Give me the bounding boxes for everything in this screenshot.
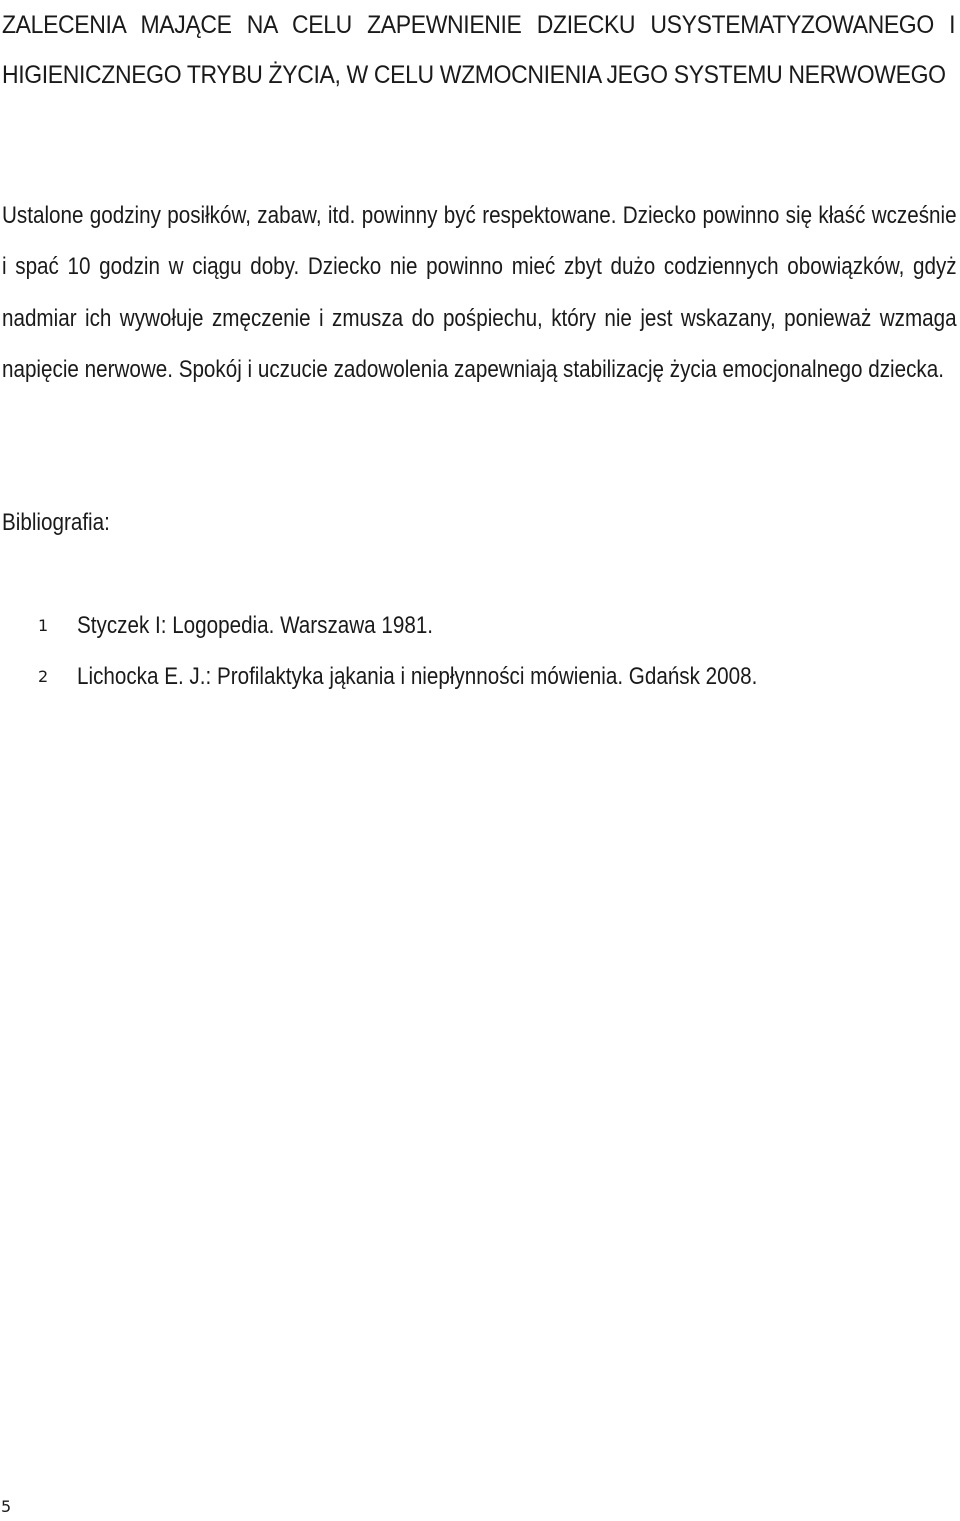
bibliography-item-text: Styczek I: Logopedia. Warszawa 1981. xyxy=(77,612,434,639)
bibliography-title: Bibliografia: xyxy=(2,509,110,536)
section-heading: ZALECENIA MAJĄCE NA CELU ZAPEWNIENIE DZIECKU USYSTEMATYZOWANEGO I HIGIENICZNEGO TRYBU ŻYCIA, W CELU WZMOCNIENIA JEGO SYSTEMU NERWOWEGO xyxy=(2,11,956,89)
page-number: 5 xyxy=(1,1497,12,1516)
body-paragraph: Ustalone godziny posiłków, zabaw, itd. powinny być respektowane. Dziecko powinno się kłaść wcześnie i spać 10 godzin w ciągu doby. Dziecko nie powinno mieć zbyt dużo codziennych obowiązków, gdyż nadmiar ich wywołuje zmęczenie i zmusza do pośpiechu, który nie jest wskazany, ponieważ wzmaga napięcie nerwowe. Spokój i uczucie zadowolenia zapewniają stabilizację życia emocjonalnego dziecka. xyxy=(2,202,957,383)
bibliography-item-number: 1 xyxy=(38,616,49,635)
bibliography-item-text: Lichocka E. J.: Profilaktyka jąkania i niepłynności mówienia. Gdańsk 2008. xyxy=(77,663,758,690)
bibliography-item-number: 2 xyxy=(38,667,49,686)
